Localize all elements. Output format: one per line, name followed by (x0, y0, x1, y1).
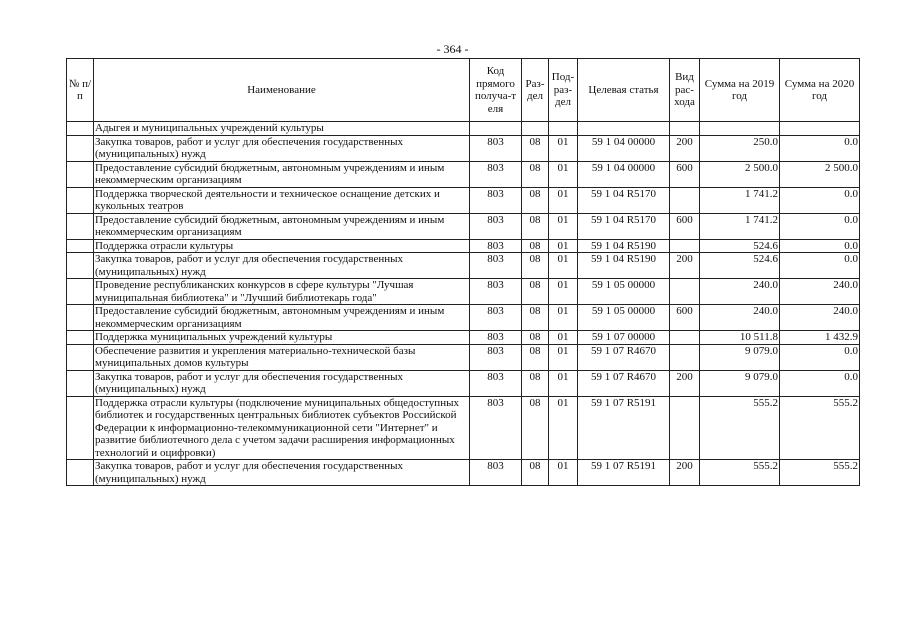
row-razdel: 08 (522, 305, 549, 331)
row-razdel: 08 (522, 239, 549, 253)
row-sum-2020: 240.0 (780, 305, 860, 331)
row-article: 59 1 05 00000 (578, 305, 670, 331)
budget-table (66, 58, 860, 486)
row-vid: 600 (670, 161, 700, 187)
row-sum-2019: 524.6 (700, 253, 780, 279)
header-article: Целевая статья (578, 59, 670, 122)
row-podrazdel: 01 (549, 331, 578, 345)
row-sum-2020: 0.0 (780, 344, 860, 370)
row-razdel: 08 (522, 161, 549, 187)
row-article: 59 1 07 00000 (578, 331, 670, 345)
row-sum-2019: 555.2 (700, 460, 780, 486)
table-row (67, 344, 860, 370)
row-article: 59 1 04 R5170 (578, 213, 670, 239)
table-row (67, 122, 860, 136)
row-vid: 600 (670, 305, 700, 331)
table-row (67, 305, 860, 331)
row-name: Поддержка творческой деятельности и техническое оснащение детских и кукольных театров (94, 187, 470, 213)
header-sum-2020: Сумма на 2020 год (780, 59, 860, 122)
row-podrazdel: 01 (549, 239, 578, 253)
row-code: 803 (470, 331, 522, 345)
page-number: - 364 - (436, 42, 469, 56)
header-no: № п/п (67, 59, 94, 122)
table-row (67, 213, 860, 239)
row-podrazdel: 01 (549, 213, 578, 239)
row-code: 803 (470, 396, 522, 460)
row-vid (670, 239, 700, 253)
row-vid (670, 344, 700, 370)
row-code: 803 (470, 239, 522, 253)
row-name: Закупка товаров, работ и услуг для обеспечения государственных (муниципальных) нужд (94, 253, 470, 279)
row-article: 59 1 07 R5191 (578, 460, 670, 486)
row-article: 59 1 07 R4670 (578, 344, 670, 370)
row-sum-2019 (700, 122, 780, 136)
row-sum-2020: 555.2 (780, 396, 860, 460)
row-name: Поддержка отрасли культуры (подключение муниципальных общедоступных библиотек и государственных центральных библиотек субъектов Российской Федерации к информационно-телекоммуникационной сети "Интернет" и развитие библиотечного дела с учетом задачи расширения информационных технологий и оцифровки) (94, 396, 470, 460)
row-name: Обеспечение развития и укрепления материально-технической базы муниципальных домов культуры (94, 344, 470, 370)
table-row (67, 135, 860, 161)
row-razdel: 08 (522, 331, 549, 345)
table-row (67, 161, 860, 187)
row-article: 59 1 04 R5190 (578, 253, 670, 279)
row-podrazdel: 01 (549, 135, 578, 161)
row-sum-2020: 1 432.9 (780, 331, 860, 345)
row-name: Закупка товаров, работ и услуг для обеспечения государственных (муниципальных) нужд (94, 460, 470, 486)
table-row (67, 370, 860, 396)
table-row (67, 253, 860, 279)
row-name: Адыгея и муниципальных учреждений культуры (94, 122, 470, 136)
row-sum-2019: 555.2 (700, 396, 780, 460)
row-code: 803 (470, 187, 522, 213)
row-article: 59 1 04 R5190 (578, 239, 670, 253)
row-code: 803 (470, 135, 522, 161)
row-sum-2020: 0.0 (780, 213, 860, 239)
row-code: 803 (470, 161, 522, 187)
row-podrazdel: 01 (549, 161, 578, 187)
row-podrazdel: 01 (549, 279, 578, 305)
row-sum-2019: 1 741.2 (700, 187, 780, 213)
table-row (67, 396, 860, 460)
row-sum-2019: 10 511.8 (700, 331, 780, 345)
row-sum-2020: 2 500.0 (780, 161, 860, 187)
table-row (67, 460, 860, 486)
row-vid (670, 187, 700, 213)
table-row (67, 187, 860, 213)
row-vid: 600 (670, 213, 700, 239)
row-name: Поддержка отрасли культуры (94, 239, 470, 253)
row-podrazdel (549, 122, 578, 136)
row-sum-2020: 240.0 (780, 279, 860, 305)
row-razdel: 08 (522, 213, 549, 239)
header-sum-2019: Сумма на 2019 год (700, 59, 780, 122)
row-sum-2019: 250.0 (700, 135, 780, 161)
row-podrazdel: 01 (549, 253, 578, 279)
row-code: 803 (470, 253, 522, 279)
row-code: 803 (470, 344, 522, 370)
row-article: 59 1 04 00000 (578, 135, 670, 161)
row-razdel: 08 (522, 279, 549, 305)
row-sum-2020: 0.0 (780, 135, 860, 161)
row-podrazdel: 01 (549, 370, 578, 396)
row-sum-2020 (780, 122, 860, 136)
row-podrazdel: 01 (549, 187, 578, 213)
header-podrazdel: Под- раз- дел (549, 59, 578, 122)
row-vid (670, 122, 700, 136)
row-razdel: 08 (522, 135, 549, 161)
row-vid: 200 (670, 135, 700, 161)
row-code: 803 (470, 305, 522, 331)
header-code: Код прямого получа-т еля (470, 59, 522, 122)
row-name: Предоставление субсидий бюджетным, автономным учреждениям и иным некоммерческим организациям (94, 305, 470, 331)
row-razdel: 08 (522, 460, 549, 486)
row-razdel: 08 (522, 253, 549, 279)
row-vid (670, 396, 700, 460)
row-name: Закупка товаров, работ и услуг для обеспечения государственных (муниципальных) нужд (94, 135, 470, 161)
row-razdel: 08 (522, 370, 549, 396)
row-vid: 200 (670, 460, 700, 486)
row-code: 803 (470, 213, 522, 239)
row-podrazdel: 01 (549, 396, 578, 460)
row-name: Проведение республиканских конкурсов в сфере культуры "Лучшая муниципальная библиотека" и "Лучший библиотекарь года" (94, 279, 470, 305)
header-razdel: Раз- дел (522, 59, 549, 122)
row-article: 59 1 04 R5170 (578, 187, 670, 213)
row-podrazdel: 01 (549, 460, 578, 486)
row-sum-2019: 9 079.0 (700, 344, 780, 370)
row-name: Предоставление субсидий бюджетным, автономным учреждениям и иным некоммерческим организациям (94, 161, 470, 187)
row-vid: 200 (670, 253, 700, 279)
row-razdel (522, 122, 549, 136)
row-sum-2020: 0.0 (780, 370, 860, 396)
row-sum-2020: 555.2 (780, 460, 860, 486)
row-sum-2020: 0.0 (780, 187, 860, 213)
row-sum-2019: 524.6 (700, 239, 780, 253)
table-row (67, 239, 860, 253)
row-code: 803 (470, 370, 522, 396)
row-razdel: 08 (522, 344, 549, 370)
row-podrazdel: 01 (549, 305, 578, 331)
row-sum-2020: 0.0 (780, 239, 860, 253)
row-podrazdel: 01 (549, 344, 578, 370)
header-name: Наименование (94, 59, 470, 122)
header-vid: Вид рас- хода (670, 59, 700, 122)
row-sum-2019: 1 741.2 (700, 213, 780, 239)
row-article: 59 1 07 R5191 (578, 396, 670, 460)
row-sum-2019: 2 500.0 (700, 161, 780, 187)
row-name: Предоставление субсидий бюджетным, автономным учреждениям и иным некоммерческим организациям (94, 213, 470, 239)
row-code (470, 122, 522, 136)
row-article: 59 1 05 00000 (578, 279, 670, 305)
row-razdel: 08 (522, 187, 549, 213)
row-article: 59 1 04 00000 (578, 161, 670, 187)
row-name: Поддержка муниципальных учреждений культуры (94, 331, 470, 345)
row-article: 59 1 07 R4670 (578, 370, 670, 396)
row-sum-2019: 240.0 (700, 305, 780, 331)
row-sum-2019: 240.0 (700, 279, 780, 305)
row-name: Закупка товаров, работ и услуг для обеспечения государственных (муниципальных) нужд (94, 370, 470, 396)
row-vid (670, 331, 700, 345)
row-sum-2019: 9 079.0 (700, 370, 780, 396)
table-header-row (67, 59, 860, 122)
row-razdel: 08 (522, 396, 549, 460)
row-vid: 200 (670, 370, 700, 396)
table-row (67, 279, 860, 305)
row-article (578, 122, 670, 136)
row-sum-2020: 0.0 (780, 253, 860, 279)
table-row (67, 331, 860, 345)
row-code: 803 (470, 279, 522, 305)
row-vid (670, 279, 700, 305)
row-code: 803 (470, 460, 522, 486)
